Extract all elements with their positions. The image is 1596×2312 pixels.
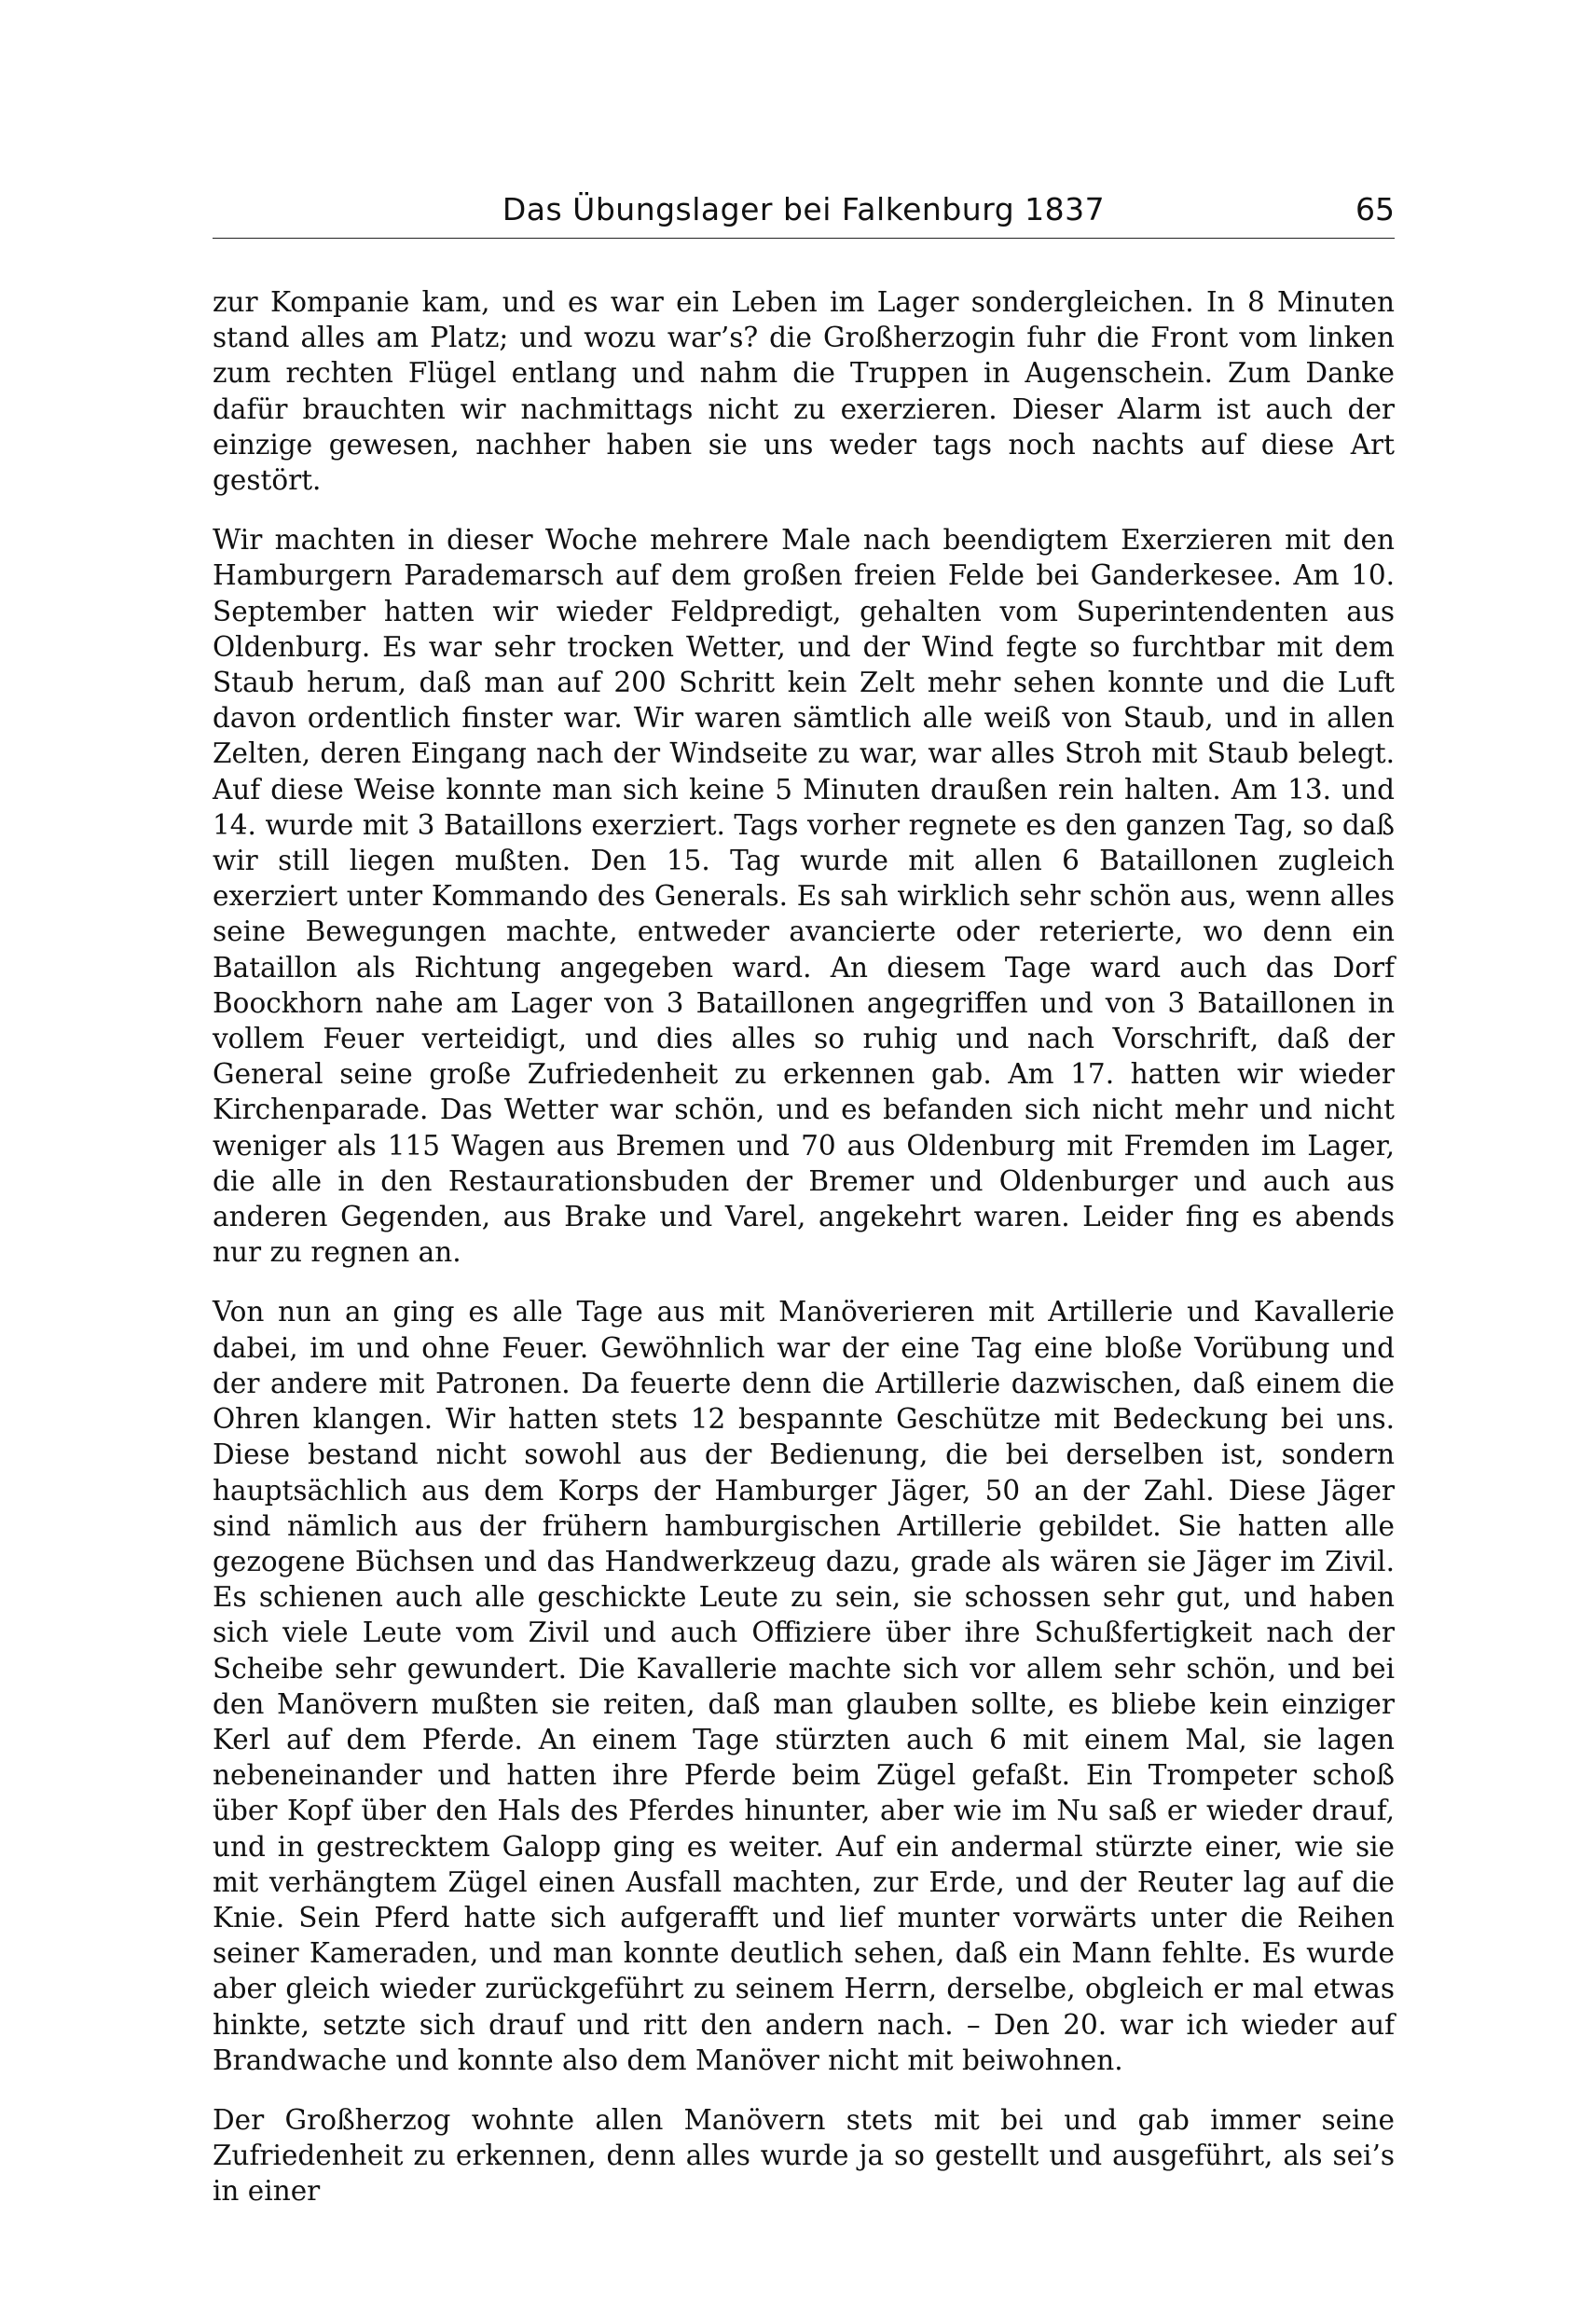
page-number: 65 [1355, 191, 1395, 227]
paragraph-4: Der Großherzog wohnte allen Manövern stets mit bei und gab immer seine Zufriedenheit zu erkennen, denn alles wurde ja so gestellt und ausgeführt, als sei’s in einer [213, 2103, 1395, 2208]
running-title: Das Übungslager bei Falkenburg 1837 [502, 191, 1106, 227]
paragraph-1: zur Kompanie kam, und es war ein Leben im Lager sondergleichen. In 8 Minuten stand alles am Platz; und wozu war’s? die Großherzogin fuhr die Front vom linken zum rechten Flügel entlang und nahm die Truppen in Augenschein. Zum Danke dafür brauchten wir nachmittags nicht zu exerzieren. Dieser Alarm ist auch der einzige gewesen, nachher haben sie uns weder tags noch nachts auf diese Art gestört. [213, 286, 1395, 497]
body-text [213, 284, 1395, 2209]
paragraph-2: Wir machten in dieser Woche mehrere Male nach beendigtem Exerzieren mit den Hamburgern Parademarsch auf dem großen freien Felde bei Ganderkesee. Am 10. September hatten wir wieder Feldpredigt, gehalten vom Superintendenten aus Oldenburg. Es war sehr trocken Wetter, und der Wind fegte so furchtbar mit dem Staub herum, daß man auf 200 Schritt kein Zelt mehr sehen konnte und die Luft davon ordentlich finster war. Wir waren sämtlich alle weiß von Staub, und in allen Zelten, deren Eingang nach der Windseite zu war, war alles Stroh mit Staub belegt. Auf diese Weise konnte man sich keine 5 Minuten draußen rein halten. Am 13. und 14. wurde mit 3 Bataillons exerziert. Tags vorher regnete es den ganzen Tag, so daß wir still liegen mußten. Den 15. Tag wurde mit allen 6 Bataillonen zugleich exerziert unter Kommando des Generals. Es sah wirklich sehr schön aus, wenn alles seine Bewegungen machte, entweder avancierte oder reterierte, wo denn ein Bataillon als Richtung angegeben ward. An diesem Tage ward auch das Dorf Boockhorn nahe am Lager von 3 Bataillonen angegriffen und von 3 Bataillonen in vollem Feuer verteidigt, und dies alles so ruhig und nach Vorschrift, daß der General seine große Zufriedenheit zu erkennen gab. Am 17. hatten wir wieder Kirchenparade. Das Wetter war schön, und es befanden sich nicht mehr und nicht weniger als 115 Wagen aus Bremen und 70 aus Oldenburg mit Fremden im Lager, die alle in den Restaurationsbuden der Bremer und Oldenburger und auch aus anderen Gegenden, aus Brake und Varel, angekehrt waren. Leider fing es abends nur zu regnen an. [213, 524, 1395, 1269]
paragraph-3: Von nun an ging es alle Tage aus mit Manöverieren mit Artillerie und Kavallerie dabei, im und ohne Feuer. Gewöhnlich war der eine Tag eine bloße Vorübung und der andere mit Patronen. Da feuerte denn die Artillerie dazwischen, daß einem die Ohren klangen. Wir hatten stets 12 bespannte Geschütze mit Bedeckung bei uns. Diese bestand nicht sowohl aus der Bedienung, die bei derselben ist, sondern hauptsächlich aus dem Korps der Hamburger Jäger, 50 an der Zahl. Diese Jäger sind nämlich aus der frühern hamburgischen Artillerie gebildet. Sie hatten alle gezogene Büchsen und das Handwerkzeug dazu, grade als wären sie Jäger im Zivil. Es schienen auch alle geschickte Leute zu sein, sie schossen sehr gut, und haben sich viele Leute vom Zivil und auch Offiziere über ihre Schußfertigkeit nach der Scheibe sehr gewundert. Die Kavallerie machte sich vor allem sehr schön, und bei den Manövern mußten sie reiten, daß man glauben sollte, es bliebe kein einziger Kerl auf dem Pferde. An einem Tage stürzten auch 6 mit einem Mal, sie lagen nebeneinander und hatten ihre Pferde beim Zügel gefaßt. Ein Trompeter schoß über Kopf über den Hals des Pferdes hinunter, aber wie im Nu saß er wieder drauf, und in gestrecktem Galopp ging es weiter. Auf ein andermal stürzte einer, wie sie mit verhängtem Zügel einen Ausfall machten, zur Erde, und der Reuter lag auf die Knie. Sein Pferd hatte sich aufgerafft und lief munter vorwärts unter die Reihen seiner Kameraden, und man konnte deutlich sehen, daß ein Mann fehlte. Es wurde aber gleich wieder zurückgeführt zu seinem Herrn, derselbe, obgleich er mal etwas hinkte, setzte sich drauf und ritt den andern nach. – Den 20. war ich wieder auf Brandwache und konnte also dem Manöver nicht mit beiwohnen. [213, 1296, 1395, 2076]
running-header [213, 191, 1395, 239]
